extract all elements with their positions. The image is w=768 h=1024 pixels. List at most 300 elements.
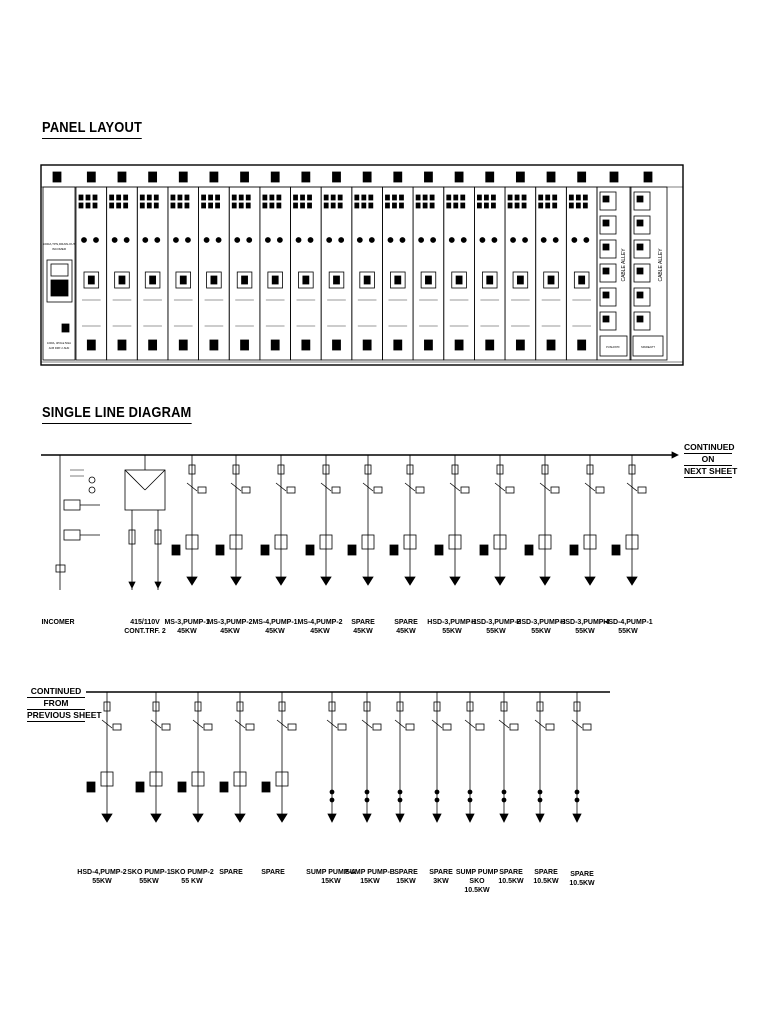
feeder-cubicle-frame xyxy=(321,187,352,360)
selector-switch xyxy=(296,238,301,243)
indicator-lamp xyxy=(301,203,305,208)
feeder-cubicle-frame xyxy=(199,187,230,360)
selector-switch xyxy=(82,238,87,243)
indicator-lamp xyxy=(522,203,526,208)
feeder-cubicle xyxy=(474,172,505,360)
bottom-indicator xyxy=(87,340,95,350)
indicator-lamp xyxy=(171,195,175,200)
indicator-lamp xyxy=(539,203,543,208)
selector-switch xyxy=(357,238,362,243)
starter-box xyxy=(612,545,620,555)
motor-arrow xyxy=(193,814,203,822)
terminal-dot xyxy=(365,790,369,794)
load-arrow xyxy=(536,814,544,822)
indicator-lamp xyxy=(423,195,427,200)
contactor xyxy=(443,724,451,730)
indicator-lamp xyxy=(477,203,481,208)
indicator-lamp xyxy=(110,195,114,200)
motor-arrow xyxy=(276,577,286,585)
bottom-indicator xyxy=(547,340,555,350)
indicator-lamp xyxy=(508,203,512,208)
terminal-dot xyxy=(468,798,472,802)
feeder-circuit xyxy=(390,455,424,585)
feeder-top-indicator xyxy=(363,172,371,182)
module-indicator xyxy=(637,268,643,274)
indicator-lamp xyxy=(423,203,427,208)
contactor xyxy=(332,487,340,493)
feeder-label-line: HSD-3,PUMP-4 xyxy=(560,619,610,626)
feeder-label-line: 45KW xyxy=(177,628,197,635)
feeder-circuit xyxy=(216,455,250,585)
feeder-top-indicator xyxy=(118,172,126,182)
panel-layout-heading: PANEL LAYOUT xyxy=(42,119,142,139)
feeder-top-indicator xyxy=(516,172,524,182)
feeder-label-line: 415/110V xyxy=(130,619,160,626)
load-arrow xyxy=(500,814,508,822)
indicator-lamp xyxy=(477,195,481,200)
indicator-lamp xyxy=(416,203,420,208)
indicator-lamp xyxy=(277,203,281,208)
indicator-lamp xyxy=(369,203,373,208)
contactor xyxy=(506,487,514,493)
incomer-bottom-rating: 1000A, 4POLE 50kA xyxy=(47,342,71,345)
indicator-lamp xyxy=(93,195,97,200)
indicator-lamp xyxy=(232,203,236,208)
feeder-label-line: 55KW xyxy=(139,878,159,885)
feeder-cubicle xyxy=(291,172,322,360)
mcb-handle xyxy=(211,276,217,284)
feeder-cubicle xyxy=(321,172,352,360)
feeder-label-line: 10.5KW xyxy=(533,878,559,885)
contactor xyxy=(461,487,469,493)
feeder-label-line: SPARE xyxy=(394,619,418,626)
indicator-lamp xyxy=(232,195,236,200)
indicator-lamp xyxy=(216,203,220,208)
motor-arrow xyxy=(151,814,161,822)
indicator-lamp xyxy=(385,195,389,200)
bottom-indicator xyxy=(118,340,126,350)
contactor xyxy=(204,724,212,730)
terminal-dot xyxy=(398,798,402,802)
indicator-lamp xyxy=(338,203,342,208)
feeder-circuit xyxy=(572,692,591,822)
feeder-label-line: MS-3,PUMP-2 xyxy=(207,619,253,626)
feeder-label-line: 55KW xyxy=(575,628,595,635)
module-indicator xyxy=(637,316,643,322)
contactor xyxy=(546,724,554,730)
feeder-circuit xyxy=(570,455,604,585)
indicator-lamp xyxy=(147,203,151,208)
contactor xyxy=(246,724,254,730)
mcb-handle xyxy=(303,276,309,284)
module-indicator xyxy=(603,244,609,250)
motor-arrow xyxy=(405,577,415,585)
mcb-handle xyxy=(334,276,340,284)
feeder-label-line: SPARE xyxy=(570,871,594,878)
feeder-circuit xyxy=(327,692,346,822)
indicator-lamp xyxy=(355,195,359,200)
indicator-lamp xyxy=(539,195,543,200)
feeder-label-line: 15KW xyxy=(321,878,341,885)
indicator-lamp xyxy=(362,203,366,208)
indicator-lamp xyxy=(93,203,97,208)
feeder-label-line: 45KW xyxy=(353,628,373,635)
feeder-label-line: HSD-3,PUMP-2 xyxy=(471,619,521,626)
feeder-circuit xyxy=(499,692,518,822)
mcb-handle xyxy=(548,276,554,284)
bottom-indicator xyxy=(578,340,586,350)
bottom-indicator xyxy=(179,340,187,350)
indicator-lamp xyxy=(185,203,189,208)
feeder-cubicle-frame xyxy=(413,187,444,360)
feeder-cubicle xyxy=(76,172,107,360)
feeder-label-line: 45KW xyxy=(396,628,416,635)
feeder-circuit xyxy=(362,692,381,822)
feeder-label-line: 45KW xyxy=(310,628,330,635)
motor-arrow xyxy=(627,577,637,585)
indicator-lamp xyxy=(308,195,312,200)
indicator-lamp xyxy=(140,195,144,200)
module-indicator xyxy=(603,220,609,226)
mcb-handle xyxy=(180,276,186,284)
selector-switch xyxy=(124,238,129,243)
terminal-dot xyxy=(502,798,506,802)
feeder-cubicle xyxy=(505,172,536,360)
feeder-label-line: SPARE xyxy=(394,869,418,876)
indicator-lamp xyxy=(294,203,298,208)
feeder-label-line: HSD-3,PUMP-3 xyxy=(516,619,566,626)
bottom-indicator xyxy=(302,340,310,350)
indicator-lamp xyxy=(246,203,250,208)
feeder-label-line: 55KW xyxy=(92,878,112,885)
continued-on-line-3: NEXT SHEET xyxy=(684,466,738,476)
indicator-lamp xyxy=(338,195,342,200)
mcb-handle xyxy=(456,276,462,284)
indicator-lamp xyxy=(399,195,403,200)
sld-row-2 xyxy=(86,692,610,822)
selector-switch xyxy=(449,238,454,243)
module-indicator xyxy=(637,220,643,226)
indicator-lamp xyxy=(484,195,488,200)
motor-arrow xyxy=(187,577,197,585)
contactor xyxy=(551,487,559,493)
feeder-cubicle xyxy=(536,172,567,360)
indicator-lamp xyxy=(117,203,121,208)
contactor xyxy=(416,487,424,493)
feeder-cubicle-frame xyxy=(382,187,413,360)
feeder-cubicle-frame xyxy=(76,187,107,360)
feeder-cubicle-frame xyxy=(444,187,475,360)
feeder-label xyxy=(245,868,301,877)
feeder-label-line: 10.5KW xyxy=(569,880,595,887)
feeder-label-line: HSD-4,PUMP-2 xyxy=(77,869,127,876)
indicator-lamp xyxy=(569,203,573,208)
continued-on-line-1: CONTINUED xyxy=(684,442,735,452)
indicator-lamp xyxy=(583,195,587,200)
feeder-label-line: SKO PUMP-2 xyxy=(170,869,214,876)
feeder-label xyxy=(30,618,86,627)
indicator-lamp xyxy=(124,195,128,200)
terminal-dot xyxy=(435,790,439,794)
starter-box xyxy=(220,782,228,792)
selector-switch xyxy=(572,238,577,243)
selector-switch xyxy=(94,238,99,243)
incomer-circuit xyxy=(56,455,100,590)
feeder-top-indicator xyxy=(271,172,279,182)
feeder-label xyxy=(600,618,656,636)
feeder-cubicle-frame xyxy=(260,187,291,360)
starter-box xyxy=(570,545,578,555)
selector-switch xyxy=(247,238,252,243)
mcb-handle xyxy=(242,276,248,284)
incomer-type-text: INCOMER xyxy=(51,247,67,251)
feeder-label-line: HSD-4,PUMP-1 xyxy=(603,619,653,626)
selector-switch xyxy=(388,238,393,243)
feeder-circuit xyxy=(172,455,206,585)
starter-box xyxy=(172,545,180,555)
feeder-circuit xyxy=(261,455,295,585)
starter-box xyxy=(262,782,270,792)
indicator-lamp xyxy=(239,195,243,200)
module-indicator xyxy=(603,196,609,202)
feeder-label-line: SPARE xyxy=(534,869,558,876)
indicator-lamp xyxy=(461,203,465,208)
feeder-label-line: SPARE xyxy=(499,869,523,876)
sld-row-1 xyxy=(41,452,678,590)
terminal-dot xyxy=(330,798,334,802)
feeder-cubicle xyxy=(107,172,138,360)
panel-layout xyxy=(41,165,683,365)
motor-arrow xyxy=(585,577,595,585)
bottom-indicator xyxy=(210,340,218,350)
continued-from-line-1: CONTINUED xyxy=(27,686,85,698)
feeder-cubicle xyxy=(352,172,383,360)
selector-switch xyxy=(400,238,405,243)
contactor xyxy=(338,724,346,730)
feeder-label-line: 55KW xyxy=(531,628,551,635)
bottom-indicator xyxy=(333,340,341,350)
feeder-label-line: 45KW xyxy=(265,628,285,635)
feeder-label-line: SKO PUMP-1 xyxy=(127,869,171,876)
feeder-cubicle-frame xyxy=(229,187,260,360)
continued-from-line-3: PREVIOUS SHEET xyxy=(27,710,102,720)
selector-switch xyxy=(265,238,270,243)
feeder-circuit xyxy=(395,692,414,822)
indicator-lamp xyxy=(546,203,550,208)
feeder-top-indicator xyxy=(241,172,249,182)
feeder-label xyxy=(554,870,610,888)
indicator-lamp xyxy=(277,195,281,200)
terminal-dot xyxy=(398,790,402,794)
feeder-circuit xyxy=(525,455,559,585)
motor-arrow xyxy=(231,577,241,585)
module-indicator xyxy=(637,292,643,298)
starter-box xyxy=(87,782,95,792)
single-line-diagram-heading: SINGLE LINE DIAGRAM xyxy=(42,404,191,424)
contactor xyxy=(476,724,484,730)
indicator-lamp xyxy=(110,203,114,208)
motor-arrow xyxy=(363,577,373,585)
starter-box xyxy=(348,545,356,555)
feeder-top-indicator xyxy=(179,172,187,182)
motor-arrow xyxy=(450,577,460,585)
feeder-cubicle xyxy=(199,172,230,360)
selector-switch xyxy=(277,238,282,243)
terminal-dot xyxy=(575,798,579,802)
indicator-lamp xyxy=(216,195,220,200)
selector-switch xyxy=(308,238,313,243)
indicator-lamp xyxy=(154,203,158,208)
indicator-lamp xyxy=(491,203,495,208)
indicator-lamp xyxy=(270,195,274,200)
mcb-handle xyxy=(88,276,94,284)
control-transformer-circuit xyxy=(125,455,165,590)
load-arrow xyxy=(328,814,336,822)
module-indicator xyxy=(637,196,643,202)
module-indicator xyxy=(603,292,609,298)
feeder-label-line: SKO xyxy=(469,878,485,885)
contactor xyxy=(406,724,414,730)
contactor xyxy=(373,724,381,730)
feeder-label-line: SUMP PUMP-B xyxy=(345,869,395,876)
indicator-lamp xyxy=(202,195,206,200)
indicator-lamp xyxy=(185,195,189,200)
mcb-handle xyxy=(487,276,493,284)
feeder-label-line: 15KW xyxy=(360,878,380,885)
selector-switch xyxy=(216,238,221,243)
indicator-lamp xyxy=(362,195,366,200)
motor-arrow xyxy=(495,577,505,585)
mcb-handle xyxy=(150,276,156,284)
feeder-label-line: 55KW xyxy=(486,628,506,635)
load-arrow xyxy=(466,814,474,822)
indicator-lamp xyxy=(392,195,396,200)
indicator-lamp xyxy=(86,195,90,200)
feeder-label-line: SPARE xyxy=(219,869,243,876)
selector-switch xyxy=(541,238,546,243)
indicator-lamp xyxy=(569,195,573,200)
indicator-lamp xyxy=(124,203,128,208)
module-indicator xyxy=(637,244,643,250)
indicator-lamp xyxy=(147,195,151,200)
feeder-cubicle xyxy=(444,172,475,360)
feeder-cubicle-frame xyxy=(536,187,567,360)
continued-on-next-sheet-note xyxy=(684,442,738,478)
incomer-rating-text: 1000A,TPN,DRAW-OUT xyxy=(42,242,76,246)
indicator-lamp xyxy=(178,195,182,200)
indicator-lamp xyxy=(209,203,213,208)
bottom-indicator xyxy=(241,340,249,350)
indicator-lamp xyxy=(546,195,550,200)
indicator-lamp xyxy=(508,195,512,200)
side-box-label-1: PUSH/INTF xyxy=(606,346,620,349)
indicator-lamp xyxy=(79,195,83,200)
mcb-handle xyxy=(517,276,523,284)
terminal-dot xyxy=(575,790,579,794)
indicator-lamp xyxy=(263,195,267,200)
feeder-circuit xyxy=(178,692,212,822)
indicator-lamp xyxy=(209,195,213,200)
mcb-handle xyxy=(579,276,585,284)
terminal-dot xyxy=(468,790,472,794)
contactor xyxy=(638,487,646,493)
indicator-lamp xyxy=(491,195,495,200)
feeder-cubicle-frame xyxy=(137,187,168,360)
feeder-circuit xyxy=(435,455,469,585)
indicator-lamp xyxy=(246,195,250,200)
starter-box xyxy=(216,545,224,555)
continued-from-previous-sheet-note xyxy=(27,686,102,722)
feeder-circuit xyxy=(306,455,340,585)
feeder-top-indicator xyxy=(149,172,157,182)
terminal-dot xyxy=(502,790,506,794)
feeder-top-indicator xyxy=(87,172,95,182)
load-arrow xyxy=(396,814,404,822)
feeder-label-line: INCOMER xyxy=(41,619,75,626)
contactor xyxy=(288,724,296,730)
selector-switch xyxy=(523,238,528,243)
indicator-lamp xyxy=(86,203,90,208)
feeder-top-indicator xyxy=(547,172,555,182)
terminal-dot xyxy=(330,790,334,794)
selector-switch xyxy=(327,238,332,243)
feeder-cubicle-frame xyxy=(566,187,597,360)
selector-switch xyxy=(369,238,374,243)
continued-on-line-2: ON xyxy=(684,454,732,466)
motor-arrow xyxy=(277,814,287,822)
bottom-indicator xyxy=(149,340,157,350)
indicator-lamp xyxy=(178,203,182,208)
indicator-lamp xyxy=(461,195,465,200)
selector-switch xyxy=(511,238,516,243)
contactor xyxy=(287,487,295,493)
feeder-top-indicator xyxy=(302,172,310,182)
indicator-lamp xyxy=(301,195,305,200)
selector-switch xyxy=(112,238,117,243)
selector-switch xyxy=(461,238,466,243)
motor-arrow xyxy=(540,577,550,585)
indicator-lamp xyxy=(484,203,488,208)
contactor xyxy=(242,487,250,493)
feeder-label-line: 15KW xyxy=(396,878,416,885)
feeder-label-line: SUMP PUMP xyxy=(455,869,499,876)
terminal-dot xyxy=(365,798,369,802)
cable-alley-section xyxy=(597,172,667,360)
indicator-lamp xyxy=(515,203,519,208)
feeder-circuit xyxy=(612,455,646,585)
feeder-top-indicator xyxy=(424,172,432,182)
indicator-lamp xyxy=(385,203,389,208)
feeder-top-indicator xyxy=(486,172,494,182)
selector-switch xyxy=(143,238,148,243)
terminal-dot xyxy=(538,798,542,802)
indicator-lamp xyxy=(553,203,557,208)
indicator-lamp xyxy=(239,203,243,208)
feeder-circuit xyxy=(136,692,170,822)
indicator-lamp xyxy=(79,203,83,208)
indicator-lamp xyxy=(331,195,335,200)
contactor xyxy=(510,724,518,730)
selector-switch xyxy=(155,238,160,243)
indicator-lamp xyxy=(399,203,403,208)
feeder-circuit xyxy=(432,692,451,822)
indicator-lamp xyxy=(583,203,587,208)
contactor xyxy=(198,487,206,493)
selector-switch xyxy=(235,238,240,243)
feeder-label-line: SPARE xyxy=(429,869,453,876)
feeder-cubicle xyxy=(229,172,260,360)
feeder-circuit xyxy=(220,692,254,822)
